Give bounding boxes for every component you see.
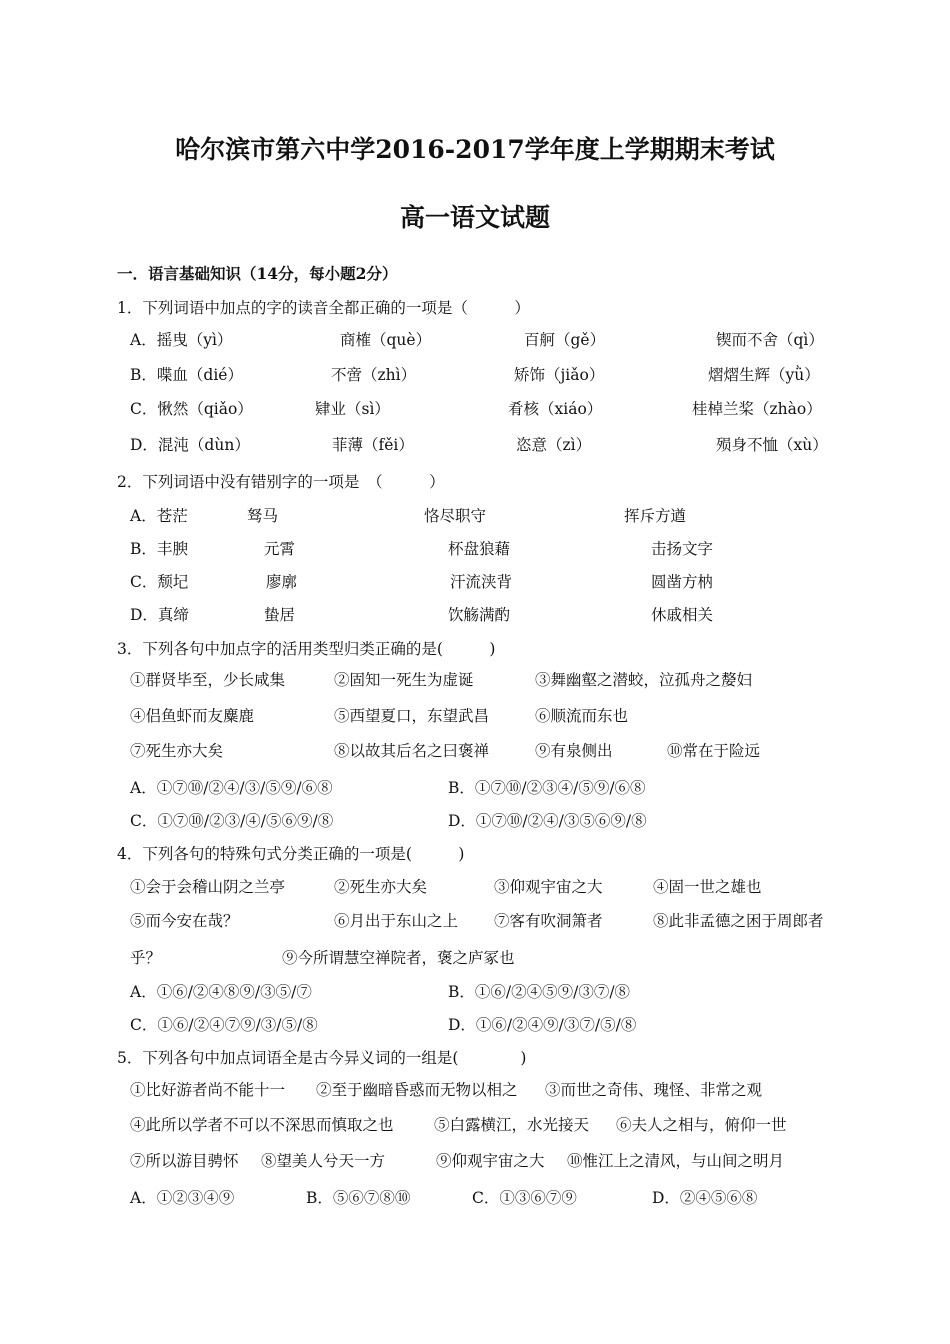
q3-item-3: ③舞幽壑之潜蛟，泣孤舟之嫠妇	[535, 671, 753, 689]
q2-option-c-1: C．颓圮	[130, 573, 189, 591]
q5-item-2: ②至于幽暗昏惑而无物以相之	[316, 1081, 518, 1099]
q5-option-a: A．①②③④⑨	[130, 1189, 235, 1207]
q5-item-9: ⑨仰观宇宙之大	[436, 1152, 545, 1170]
q4-item-2: ②死生亦大矣	[334, 878, 428, 896]
q1-option-d-2: 菲薄（fěi）	[332, 436, 414, 454]
q1-option-b-4: 熠熠生辉（yǜ）	[708, 366, 820, 384]
q2-option-a-2: 驽马	[247, 507, 279, 525]
q2-option-c-2: 廖廓	[266, 573, 298, 591]
q4-item-7: ⑦客有吹洞箫者	[494, 912, 603, 930]
q2-option-c-3: 汗流浃背	[450, 573, 513, 591]
q1-option-a-2: 商榷（què）	[340, 331, 432, 349]
q1-option-d-4: 殒身不恤（xù）	[716, 436, 828, 454]
q2-option-a-3: 恪尽职守	[424, 507, 487, 525]
q1-option-d-1: D．混沌（dùn）	[130, 436, 250, 454]
q3-item-1: ①群贤毕至，少长咸集	[130, 671, 286, 689]
q2-option-b-3: 杯盘狼藉	[448, 540, 511, 558]
q1-option-b-2: 不啻（zhì）	[331, 366, 417, 384]
q3-option-c: C．①⑦⑩/②③/④/⑤⑥⑨/⑧	[130, 812, 334, 830]
q4-item-8: ⑧此非孟德之困于周郎者	[653, 912, 824, 930]
q4-option-c: C．①⑥/②④⑦⑨/③/⑤/⑧	[130, 1016, 318, 1034]
q5-item-1: ①比好游者尚不能十一	[130, 1081, 286, 1099]
q3-option-b: B．①⑦⑩/②③④/⑤⑨/⑥⑧	[448, 779, 646, 797]
q1-option-a-3: 百舸（gě）	[524, 331, 606, 349]
q2-option-c-4: 圆凿方枘	[651, 573, 714, 591]
q4-stem: 4．下列各句的特殊句式分类正确的一项是( )	[117, 845, 465, 863]
section-heading: 一．语言基础知识（14分，每小题2分）	[117, 264, 398, 283]
q3-item-9: ⑨有泉侧出	[535, 742, 613, 760]
q4-option-b: B．①⑥/②④⑤⑨/③⑦/⑧	[448, 983, 631, 1001]
q2-option-a-4: 挥斥方遒	[624, 507, 687, 525]
q5-item-6: ⑥夫人之相与，俯仰一世	[616, 1116, 787, 1134]
q3-stem: 3．下列各句中加点字的活用类型归类正确的是( )	[117, 640, 496, 658]
q5-item-7: ⑦所以游目骋怀	[130, 1152, 239, 1170]
q4-item-1: ①会于会稽山阴之兰亭	[130, 878, 286, 896]
q4-item-3: ③仰观宇宙之大	[494, 878, 603, 896]
q5-item-3: ③而世之奇伟、瑰怪、非常之观	[545, 1081, 763, 1099]
q2-option-d-2: 蛰居	[264, 606, 296, 624]
q3-item-4: ④侣鱼虾而友麋鹿	[130, 707, 255, 725]
q4-item-9: ⑨今所谓慧空禅院者，褒之庐冢也	[282, 949, 515, 967]
q3-item-5: ⑤西望夏口，东望武昌	[334, 707, 490, 725]
q3-item-7: ⑦死生亦大矣	[130, 742, 224, 760]
q5-option-c: C．①③⑥⑦⑨	[472, 1189, 577, 1207]
q2-stem: 2．下列词语中没有错别字的一项是 （ ）	[117, 473, 445, 491]
q2-option-d-1: D．真缔	[130, 606, 189, 624]
q5-item-4: ④此所以学者不可以不深思而慎取之也	[130, 1116, 394, 1134]
q1-stem: 1．下列词语中加点的字的读音全都正确的一项是（ ）	[117, 299, 530, 317]
q3-option-a: A．①⑦⑩/②④/③/⑤⑨/⑥⑧	[130, 779, 333, 797]
q1-option-c-2: 肄业（sì）	[315, 400, 390, 418]
q2-option-d-3: 饮觞满酌	[448, 606, 511, 624]
q1-option-a-4: 锲而不舍（qì）	[716, 331, 824, 349]
q2-option-b-4: 击扬文字	[651, 540, 714, 558]
q1-option-c-3: 肴核（xiáo）	[508, 400, 603, 418]
q4-item-4: ④固一世之雄也	[653, 878, 762, 896]
q5-item-5: ⑤白露横江，水光接天	[434, 1116, 590, 1134]
q3-item-2: ②固知一死生为虚诞	[334, 671, 474, 689]
q5-option-d: D．②④⑤⑥⑧	[652, 1189, 758, 1207]
q5-item-10: ⑩惟江上之清风，与山间之明月	[567, 1152, 785, 1170]
page-subtitle: 高一语文试题	[399, 203, 550, 232]
q5-stem: 5．下列各句中加点词语全是古今异义词的一组是( )	[117, 1049, 527, 1067]
q1-option-b-1: B．喋血（dié）	[130, 366, 243, 384]
q3-item-6: ⑥顺流而东也	[535, 707, 629, 725]
q4-item-5: ⑤而今安在哉？	[130, 912, 239, 930]
q3-item-8: ⑧以故其后名之曰褒禅	[334, 742, 490, 760]
q5-item-8: ⑧望美人兮天一方	[261, 1152, 386, 1170]
q1-option-d-3: 恣意（zì）	[516, 436, 592, 454]
q1-option-b-3: 矫饰（jiǎo）	[514, 366, 605, 384]
q2-option-b-2: 元霄	[264, 540, 296, 558]
q2-option-a-1: A．苍茫	[130, 507, 188, 525]
q4-item-6: ⑥月出于东山之上	[334, 912, 459, 930]
q2-option-d-4: 休戚相关	[651, 606, 714, 624]
q4-item-8-continued: 乎？	[130, 949, 162, 967]
q1-option-c-1: C．愀然（qiǎo）	[130, 400, 253, 418]
q4-option-a: A．①⑥/②④⑧⑨/③⑤/⑦	[130, 983, 312, 1001]
q3-item-10: ⑩常在于险远	[667, 742, 761, 760]
page-title: 哈尔滨市第六中学2016-2017学年度上学期期末考试	[175, 135, 775, 164]
q1-option-c-4: 桂棹兰桨（zhào）	[692, 400, 822, 418]
q1-option-a-1: A．摇曳（yì）	[130, 331, 233, 349]
q2-option-b-1: B．丰腴	[130, 540, 188, 558]
q4-option-d: D．①⑥/②④⑨/③⑦/⑤/⑧	[448, 1016, 637, 1034]
q5-option-b: B．⑤⑥⑦⑧⑩	[306, 1189, 411, 1207]
q3-option-d: D．①⑦⑩/②④/③⑤⑥⑨/⑧	[448, 812, 647, 830]
